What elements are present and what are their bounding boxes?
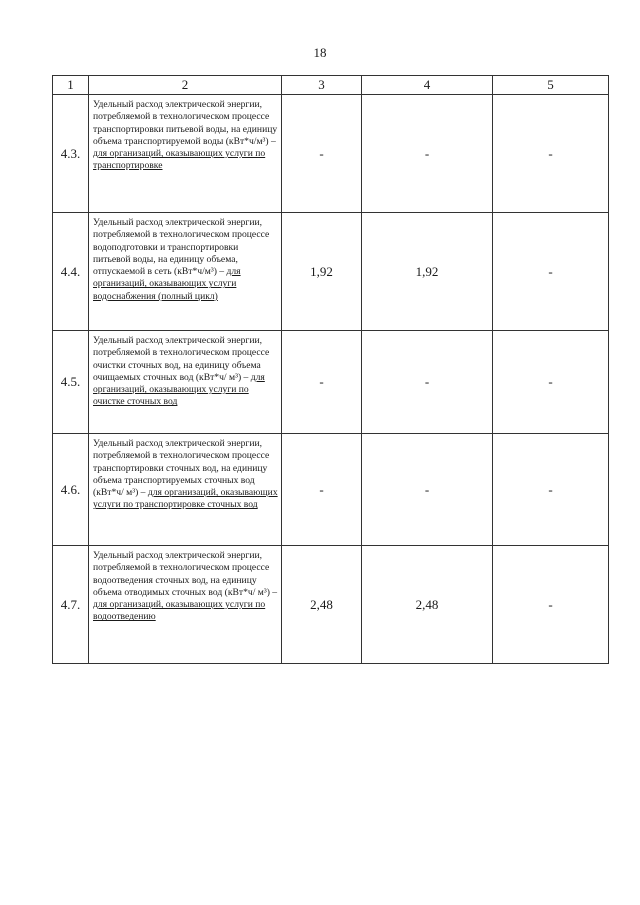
row-description [89, 95, 282, 213]
description-text: Удельный расход электрической энергии, потребляемой в технологическом процессе водоотведения сточных вод, на единицу объема отводимых сточных вод (кВт*ч/ м³) – [93, 550, 278, 598]
value-col-4: 1,92 [362, 213, 493, 331]
row-number: 4.6. [53, 434, 89, 546]
row-number: 4.5. [53, 331, 89, 434]
value-col-4: - [362, 95, 493, 213]
column-header-3: 3 [282, 76, 362, 95]
row-description [89, 213, 282, 331]
row-description [89, 546, 282, 664]
value-col-3: - [282, 95, 362, 213]
value-col-4: 2,48 [362, 546, 493, 664]
data-table [52, 75, 609, 664]
description-underlined-text: для организаций, оказывающих услуги по водоотведению [93, 599, 266, 623]
value-col-3: - [282, 434, 362, 546]
column-header-2: 2 [89, 76, 282, 95]
column-header-5: 5 [493, 76, 609, 95]
row-number: 4.3. [53, 95, 89, 213]
table-row [53, 434, 609, 546]
description-text: Удельный расход электрической энергии, потребляемой в технологическом процессе водоподготовки и транспортировки питьевой воды, на единицу объема, отпускаемой в сеть (кВт*ч/м³) – [93, 217, 270, 278]
table-row [53, 213, 609, 331]
value-col-5: - [493, 95, 609, 213]
table-row [53, 331, 609, 434]
table-header-row [53, 76, 609, 95]
row-description [89, 331, 282, 434]
column-header-1: 1 [53, 76, 89, 95]
value-col-5: - [493, 331, 609, 434]
value-col-5: - [493, 434, 609, 546]
value-col-3: 1,92 [282, 213, 362, 331]
description-text: Удельный расход электрической энергии, потребляемой в технологическом процессе транспортировки питьевой воды, на единицу объема транспортируемой воды (кВт*ч/м³) – [93, 99, 278, 147]
description-underlined-text: для организаций, оказывающих услуги водоснабжения (полный цикл) [93, 266, 241, 302]
table-row [53, 95, 609, 213]
value-col-5: - [493, 213, 609, 331]
row-description [89, 434, 282, 546]
description-underlined-text: для организаций, оказывающих услуги по очистке сточных вод [93, 371, 265, 408]
value-col-4: - [362, 434, 493, 546]
value-col-4: - [362, 331, 493, 434]
description-underlined-text: для организаций, оказывающих услуги по транспортировке [93, 148, 266, 172]
value-col-3: 2,48 [282, 546, 362, 664]
page-number: 18 [313, 45, 327, 60]
table-row [53, 546, 609, 664]
row-number: 4.7. [53, 546, 89, 664]
row-number: 4.4. [53, 213, 89, 331]
value-col-3: - [282, 331, 362, 434]
column-header-4: 4 [362, 76, 493, 95]
description-text: Удельный расход электрической энергии, потребляемой в технологическом процессе очистки сточных вод, на единицу объема очищаемых сточных вод (кВт*ч/ м³) – [93, 335, 270, 383]
value-col-5: - [493, 546, 609, 664]
description-underlined-text: для организаций, оказывающих услуги по транспортировке сточных вод [93, 487, 278, 511]
description-text: Удельный расход электрической энергии, потребляемой в технологическом процессе транспортировки сточных вод, на единицу объема транспортируемых сточных вод (кВт*ч/ м³) – [93, 438, 270, 499]
